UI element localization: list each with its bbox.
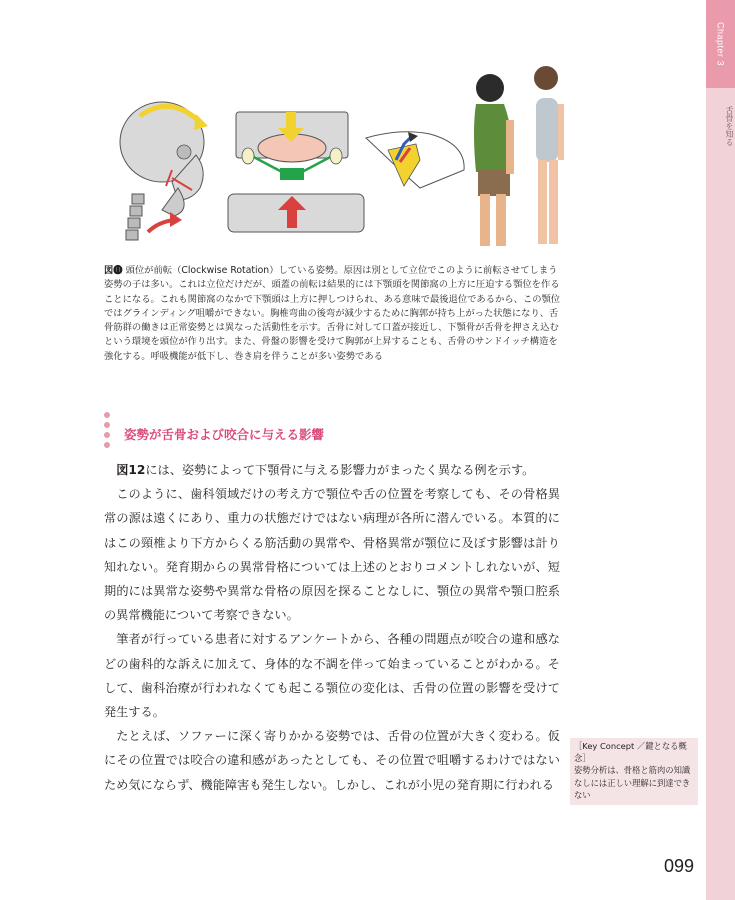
- key-concept-text: 姿勢分析は、骨格と筋肉の知識なしには正しい理解に到達できない: [574, 765, 691, 800]
- marker-dot: [104, 412, 110, 418]
- standing-child-figure-1: [474, 74, 514, 246]
- key-concept-title: ［Key Concept ／鍵となる概念］: [574, 741, 687, 764]
- paragraph-text: には、姿勢によって下顎骨に与える影響力がまったく異なる例を示す。: [145, 463, 535, 477]
- figure-11-illustration: [100, 60, 580, 260]
- marker-dot: [104, 432, 110, 438]
- marker-dot: [104, 442, 110, 448]
- chapter-label: Chapter 3: [715, 21, 726, 67]
- marker-dot: [104, 422, 110, 428]
- paragraph: このように、歯科領域だけの考え方で顎位や舌の位置を考察しても、その骨格異常の源は遠くにあり、重力の状態だけではない病理が各所に潜んでいる。本質的にはこの頸椎より下方からくる筋活動の異常や、骨格異常が顎位に及ぼす影響は計り知れない。発育期からの異常骨格については上述のとおりコメントしれないが、短期的には異常な姿勢や異常な骨格の原因を探ることなしに、顎位の異常や顎口腔系の異常機能について考察できない。: [104, 487, 560, 623]
- page-number: 099: [664, 856, 695, 876]
- body-text: [104, 458, 560, 797]
- section-label: 舌骨を知る: [725, 106, 734, 146]
- figure-reference: 図12: [116, 463, 146, 477]
- figure-caption-text: 頭位が前転（Clockwise Rotation）している姿勢。原因は別として立位でこのように前転させてしまう姿勢の子は多い。これは立位だけだが、頭蓋の前転は結果的には下顎頭を関節窩の上方に圧迫する顎位を作ることになる。これも関節窩のなかで下顎頭は上方に押しつけられ、ある意味で最後退位であるから、この顎位ではグラインディング咀嚼ができない。胸椎弯曲の後弯が減少するために胸郭が持ち上がった状態になり、舌骨筋群の働きは正常姿勢とは異なった活動性を示す。舌骨に対して口蓋が接近し、下顎骨が舌骨を押さえ込むという環境を頭位が作り出す。また、骨盤の影響を受けて胸郭が上昇することも、舌骨のサンドイッチ構造を強化する。呼吸機能が低下し、巻き肩を伴うことが多い姿勢である: [104, 265, 561, 362]
- paragraph: 筆者が行っている患者に対するアンケートから、各種の問題点が咬合の違和感などの歯科的な訴えに加えて、身体的な不調を伴って始まっていることがわかる。そして、歯科治療が行われなくても起こる顎位の変化は、舌骨の位置の影響を受けて発生する。: [104, 632, 560, 720]
- figure-caption: [104, 264, 564, 364]
- skull-illustration: [120, 102, 208, 240]
- figure-label: 図⓫: [104, 265, 123, 276]
- section-marker-dots: [104, 412, 112, 452]
- section-heading: 姿勢が舌骨および咬合に与える影響: [124, 427, 325, 442]
- standing-child-figure-2: [534, 66, 564, 244]
- paragraph: [104, 458, 560, 482]
- jaw-diagram: [366, 132, 464, 188]
- compression-diagram: [228, 112, 364, 232]
- paragraph: たとえば、ソファーに深く寄りかかる姿勢では、舌骨の位置が大きく変わる。仮にその位置では咬合の違和感があったとしても、その位置で咀嚼するわけではないため気にならず、機能障害も発生しない。しかし、これが小児の発育期に行われる: [104, 729, 560, 792]
- key-concept-note: [570, 738, 698, 805]
